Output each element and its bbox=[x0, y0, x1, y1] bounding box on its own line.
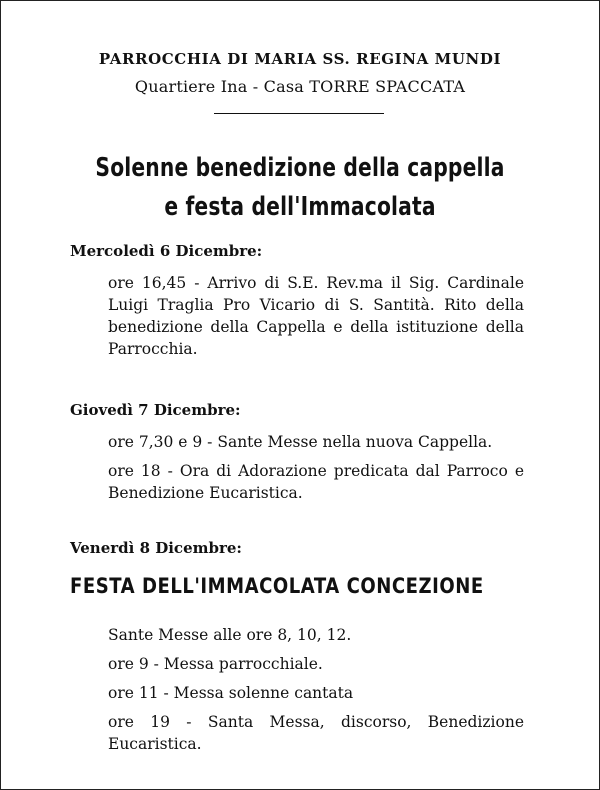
header-divider bbox=[214, 113, 384, 114]
schedule-entry: ore 18 - Ora di Adorazione predicata dal Parroco e Benedizione Eucaristica. bbox=[108, 462, 524, 502]
main-title-line-1: Solenne benedizione della cappella bbox=[95, 153, 505, 183]
day-heading-friday: Venerdì 8 Dicembre: bbox=[70, 539, 242, 557]
schedule-entry: ore 19 - Santa Messa, discorso, Benedizione Eucaristica. bbox=[108, 713, 524, 753]
parish-name: PARROCCHIA DI MARIA SS. REGINA MUNDI bbox=[98, 50, 502, 68]
schedule-entry: ore 16,45 - Arrivo di S.E. Rev.ma il Sig. Cardinale Luigi Traglia Pro Vicario di S. Santità. Rito della benedizione della Cappella e della istituzione della Parrocchia. bbox=[108, 274, 524, 358]
day-heading-thursday: Giovedì 7 Dicembre: bbox=[70, 401, 241, 419]
feast-title: FESTA DELL'IMMACOLATA CONCEZIONE bbox=[70, 574, 484, 598]
schedule-entry: ore 9 - Messa parrocchiale. bbox=[108, 655, 323, 673]
parish-district: Quartiere Ina - Casa TORRE SPACCATA bbox=[134, 77, 466, 96]
schedule-entry: Sante Messe alle ore 8, 10, 12. bbox=[108, 626, 352, 644]
schedule-entry: ore 7,30 e 9 - Sante Messe nella nuova Cappella. bbox=[108, 433, 493, 451]
schedule-entry: ore 11 - Messa solenne cantata bbox=[108, 684, 354, 702]
main-title-line-2: e festa dell'Immacolata bbox=[164, 192, 436, 222]
day-heading-wednesday: Mercoledì 6 Dicembre: bbox=[70, 242, 263, 260]
